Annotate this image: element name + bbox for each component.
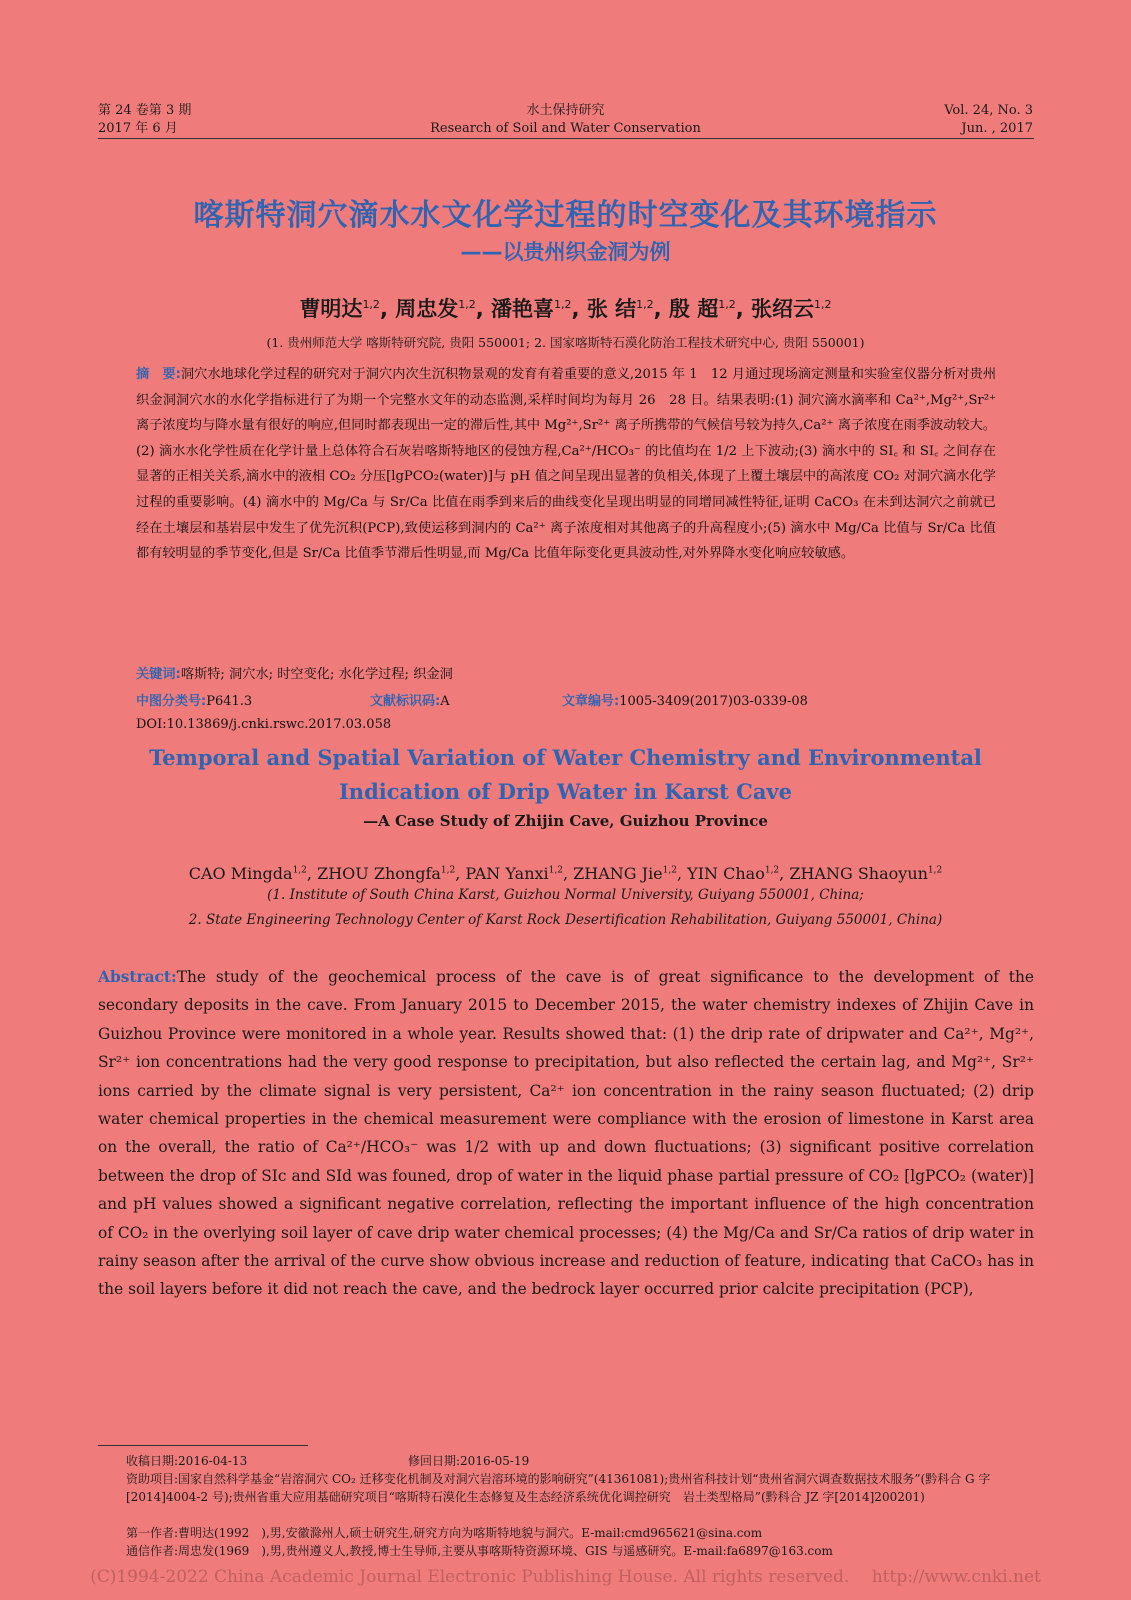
- author-cn: 曹明达$^{1,2}$: [299, 297, 380, 321]
- author-list-cn: 曹明达$^{1,2}$, 周忠发$^{1,2}$, 潘艳喜$^{1,2}$, 张 结$^{1,2}$, 殷 超$^{1,2}$, 张绍云$^{1,2}$: [299, 297, 832, 321]
- author-en: ZHANG Shaoyun$^{1,2}$: [789, 864, 943, 883]
- paper-subtitle-en: —A Case Study of Zhijin Cave, Guizhou Province: [363, 812, 768, 830]
- author-en: PAN Yanxi$^{1,2}$: [465, 864, 563, 883]
- revised-value: 2016-05-19: [460, 1454, 530, 1468]
- paper-subtitle-cn: ——以贵州织金洞为例: [460, 240, 671, 264]
- volume-issue-en: Vol. 24, No. 3: [944, 103, 1033, 118]
- document-code-label: 文献标识码:: [370, 694, 441, 709]
- abstract-label-cn: 摘 要:: [136, 367, 181, 382]
- header-rule: [98, 138, 1034, 139]
- running-header-right: [944, 102, 1033, 138]
- date-en: Jun. , 2017: [961, 121, 1033, 136]
- author-cn: 张绍云$^{1,2}$: [751, 297, 832, 321]
- received-value: 2016-04-13: [178, 1454, 248, 1468]
- keywords-text-cn: 喀斯特; 洞穴水; 时空变化; 水化学过程; 织金洞: [180, 667, 453, 682]
- author-cn: 周忠发$^{1,2}$: [395, 297, 476, 321]
- abstract-cn: [136, 362, 996, 567]
- abstract-text-cn: 洞穴水地球化学过程的研究对于洞穴内次生沉积物景观的发育有着重要的意义,2015 年 1 12 月通过现场滴定测量和实验室仪器分析对贵州织金洞洞穴水的水化学指标进行了为期一个完整水文年的动态监测,采样时间均为每月 26 28 日。结果表明:(1) 洞穴滴水滴率和 Ca²⁺,Mg²⁺,Sr²⁺ 离子浓度均与降水量有很好的响应,但同时都表现出一定的滞后性,其中 Mg²⁺,Sr²⁺ 离子所携带的气候信号较为持久,Ca²⁺ 离子浓度在雨季波动较大。(2) 滴水水化学性质在化学计量上总体符合石灰岩喀斯特地区的侵蚀方程,Ca²⁺/HCO₃⁻ 的比值均在 1/2 上下波动;(3) 滴水中的 SI꜀ 和 SI꜀ 之间存在显著的正相关关系,滴水中的液相 CO₂ 分压[lgPCO₂(water)]与 pH 值之间呈现出显著的负相关,体现了上覆土壤层中的高浓度 CO₂ 对洞穴滴水化学过程的重要影响。(4) 滴水中的 Mg/Ca 与 Sr/Ca 比值在雨季到来后的曲线变化呈现出明显的同增同减性特征,证明 CaCO₃ 在未到达洞穴之前就已经在土壤层和基岩层中发生了优先沉积(PCP),致使运移到洞内的 Ca²⁺ 离子浓度相对其他离子的升高程度小;(5) 滴水中 Mg/Ca 比值与 Sr/Ca 比值都有较明显的季节变化,但是 Sr/Ca 比值季节滞后性明显,而 Mg/Ca 比值年际变化更具波动性,对外界降水变化响应较敏感。: [136, 367, 997, 562]
- document-code: [370, 690, 450, 709]
- affiliation-cn: (1. 贵州师范大学 喀斯特研究院, 贵阳 550001; 2. 国家喀斯特石漠化防治工程技术研究中心, 贵阳 550001): [266, 335, 865, 350]
- corresponding-author-label: 通信作者:: [126, 1544, 179, 1558]
- revised-label: 修回日期:: [408, 1454, 461, 1468]
- funding: [126, 1470, 1026, 1506]
- doi[interactable]: DOI:10.13869/j.cnki.rswc.2017.03.058: [136, 717, 392, 732]
- keywords-cn: [136, 663, 453, 682]
- first-author-label: 第一作者:: [126, 1526, 179, 1540]
- article-number: [562, 690, 808, 709]
- author-en: ZHOU Zhongfa$^{1,2}$: [317, 864, 456, 883]
- footnote-rule: [98, 1445, 308, 1446]
- revised-date: [408, 1452, 529, 1470]
- article-number-value: 1005-3409(2017)03-0339-08: [619, 694, 808, 709]
- date-cn: 2017 年 6 月: [98, 121, 178, 136]
- funding-text: 国家自然科学基金“岩溶洞穴 CO₂ 迁移变化机制及对洞穴岩溶环境的影响研究”(41361081);贵州省科技计划“贵州省洞穴调查数据技术服务”(黔科合 G 字[2014]4004-2 号);贵州省重大应用基础研究项目“喀斯特石漠化生态修复及生态经济系统优化调控研究 岩土类型格局”(黔科合 JZ 字[2014]200201): [126, 1472, 991, 1504]
- first-author-note: [126, 1524, 1026, 1542]
- first-author-text: 曹明达(1992 ),男,安徽滁州人,硕士研究生,研究方向为喀斯特地貌与洞穴。E-mail:cmd965621@sina.com: [178, 1526, 763, 1540]
- abstract-en: [98, 963, 1034, 1304]
- journal-name-cn: 水土保持研究: [526, 103, 605, 118]
- author-list-en: CAO Mingda$^{1,2}$, ZHOU Zhongfa$^{1,2}$, PAN Yanxi$^{1,2}$, ZHANG Jie$^{1,2}$, YIN Chao$^{1,2}$, ZHANG Shaoyun$^{1,2}$: [188, 864, 943, 883]
- document-code-value: A: [440, 694, 450, 709]
- author-cn: 殷 超$^{1,2}$: [668, 297, 736, 321]
- funding-label: 资助项目:: [126, 1472, 179, 1486]
- corresponding-author-note: [126, 1542, 1026, 1560]
- author-en: CAO Mingda$^{1,2}$: [188, 864, 307, 883]
- corresponding-author-text: 周忠发(1969 ),男,贵州遵义人,教授,博士生导师,主要从事喀斯特资源环境、GIS 与遥感研究。E-mail:fa6897@163.com: [178, 1544, 833, 1558]
- paper-title-en: [0, 741, 1131, 809]
- affiliation-en-line2: 2. State Engineering Technology Center of Karst Rock Desertification Rehabilitation, Guiyang 550001, China): [188, 912, 943, 928]
- received-label: 收稿日期:: [126, 1454, 179, 1468]
- paper-title-cn: 喀斯特洞穴滴水水文化学过程的时空变化及其环境指示: [193, 198, 938, 233]
- clc-label: 中图分类号:: [136, 694, 207, 709]
- received-date: [126, 1452, 247, 1470]
- abstract-label-en: Abstract:: [98, 968, 177, 986]
- volume-issue-cn: 第 24 卷第 3 期: [98, 103, 192, 118]
- author-en: ZHANG Jie$^{1,2}$: [573, 864, 677, 883]
- article-number-label: 文章编号:: [562, 694, 620, 709]
- author-en: YIN Chao$^{1,2}$: [687, 864, 780, 883]
- author-cn: 张 结$^{1,2}$: [586, 297, 654, 321]
- journal-name-en: Research of Soil and Water Conservation: [430, 121, 701, 136]
- copyright-watermark: (C)1994-2022 China Academic Journal Electronic Publishing House. All rights reserved. http://www.cnki.net: [90, 1567, 1041, 1587]
- keywords-label-cn: 关键词:: [136, 667, 181, 682]
- paper-title-en-line1: Temporal and Spatial Variation of Water Chemistry and Environmental: [149, 745, 982, 770]
- abstract-text-en: The study of the geochemical process of the cave is of great significance to the development of the secondary deposits in the cave. From January 2015 to December 2015, the water chemistry indexes of Zhijin Cave in Guizhou Province were monitored in a whole year. Results showed that: (1) the drip rate of dripwater and Ca²⁺, Mg²⁺, Sr²⁺ ion concentrations had the very good response to precipitation, but also reflected the certain lag, and Mg²⁺, Sr²⁺ ions carried by the climate signal is very persistent, Ca²⁺ ion concentration in the rainy season fluctuated; (2) drip water chemical properties in the chemical measurement were compliance with the erosion of limestone in Karst area on the overall, the ratio of Ca²⁺/HCO₃⁻ was 1/2 with up and down fluctuations; (3) significant positive correlation between the drop of SIc and SId was founed, drop of water in the liquid phase partial pressure of CO₂ [lgPCO₂ (water)] and pH values showed a significant negative correlation, reflecting the important influence of the high concentration of CO₂ in the overlying soil layer of cave drip water chemical processes; (4) the Mg/Ca and Sr/Ca ratios of drip water in rainy season after the arrival of the curve show obvious increase and reduction of feature, indicating that CaCO₃ has in the soil layers before it did not reach the cave, and the bedrock layer occurred prior calcite precipitation (PCP),: [98, 968, 1034, 1299]
- author-cn: 潘艳喜$^{1,2}$: [491, 297, 572, 321]
- affiliation-en-line1: (1. Institute of South China Karst, Guizhou Normal University, Guiyang 550001, China;: [267, 887, 864, 903]
- paper-title-en-line2: Indication of Drip Water in Karst Cave: [338, 779, 792, 804]
- clc-number: [136, 690, 252, 709]
- clc-value: P641.3: [206, 694, 253, 709]
